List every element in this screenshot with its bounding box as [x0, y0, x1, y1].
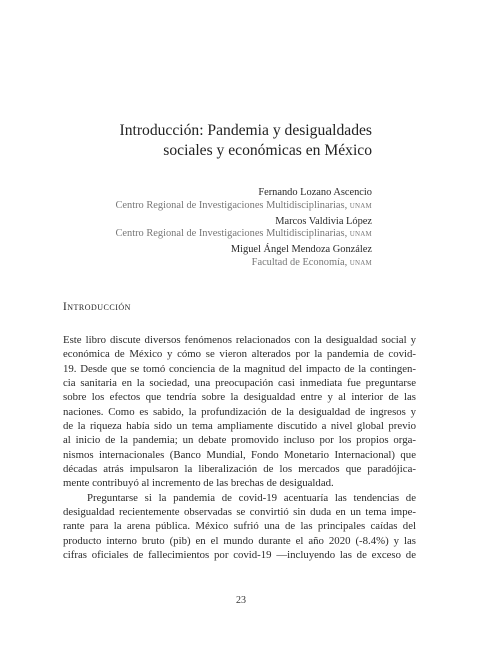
text-line: al inicio de la pandemia; un debate promovido incluso por los propios orga-: [63, 434, 416, 447]
body-text: [63, 333, 416, 563]
text-line: naciones. Como es sabido, la profundización de la desigualdad de ingresos y: [63, 405, 416, 418]
author-name: Marcos Valdivia López: [275, 215, 372, 227]
page-number: 23: [236, 595, 246, 606]
text-line: Preguntarse si la pandemia de covid-19 acentuaría las tendencias de: [87, 491, 416, 504]
affiliation-abbreviation: unam: [349, 228, 372, 240]
text-line: 19. Desde que se tomó conciencia de la magnitud del impacto de la contingen-: [63, 362, 416, 375]
text-line: económica de México y cómo se vieron alterados por la pandemia de covid-: [63, 348, 416, 361]
author-block: [60, 187, 372, 212]
author-affiliation: Centro Regional de Investigaciones Multidisciplinarias, unam: [115, 228, 372, 240]
author-affiliation: Centro Regional de Investigaciones Multidisciplinarias, unam: [115, 199, 372, 211]
text-line: producto interno bruto (pib) en el mundo durante el año 2020 (-8.4%) y las: [63, 534, 416, 547]
text-line: sobre los efectos que tendría sobre la desigualdad entre y al interior de las: [63, 391, 416, 404]
text-line: desigualdad recientemente observadas se convirtió sin duda en un tema impe-: [63, 506, 416, 519]
text-line: cifras oficiales de fallecimientos por covid-19 —incluyendo las de exceso de: [63, 549, 416, 562]
author-block: [60, 244, 372, 269]
affiliation-abbreviation: unam: [349, 256, 372, 268]
chapter-title: [80, 121, 372, 161]
author-affiliation: Facultad de Economía, unam: [251, 256, 372, 268]
text-line: Este libro discute diversos fenómenos relacionados con la desigualdad social y: [63, 334, 416, 346]
chapter-title-line-2: sociales y económicas en México: [163, 142, 372, 159]
author-block: [60, 216, 372, 241]
section-heading: Introducción: [63, 301, 131, 313]
text-line: nismos internacionales (Banco Mundial, Fondo Monetario Internacional) que: [63, 448, 416, 461]
affiliation-abbreviation: unam: [349, 199, 372, 211]
author-list: [60, 187, 372, 273]
text-line: rante para la arena pública. México sufrió una de las principales caídas del: [63, 520, 416, 533]
author-name: Fernando Lozano Ascencio: [258, 187, 372, 198]
text-line: décadas atrás impulsaron la liberalización de los mercados que paradójica-: [63, 463, 416, 476]
text-line: cia sanitaria en la sociedad, una preocupación casi inmediata fue preguntarse: [63, 377, 416, 390]
text-line: mente contribuyó al incremento de las brechas de desigualdad.: [63, 477, 334, 490]
text-line: de la riqueza había sido un tema ampliamente discutido a nivel global previo: [63, 420, 416, 433]
author-name: Miguel Ángel Mendoza González: [230, 244, 372, 256]
chapter-title-line-1: Introducción: Pandemia y desigualdades: [119, 122, 372, 139]
